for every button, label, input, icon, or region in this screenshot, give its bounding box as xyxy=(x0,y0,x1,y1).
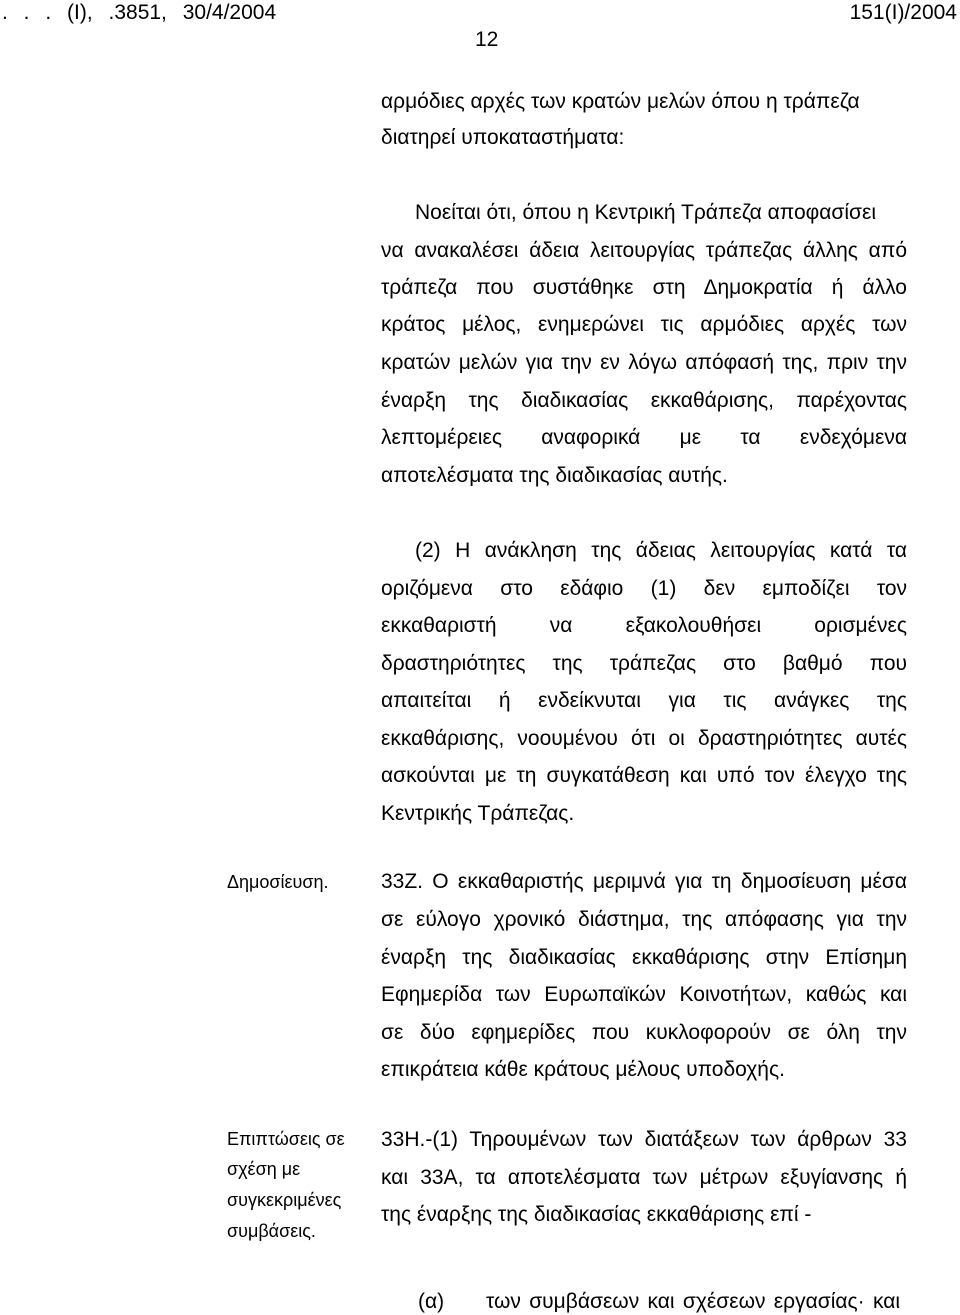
margin-note-line: συγκεκριμένες xyxy=(227,1190,342,1210)
proviso-line: Νοείται ότι, όπου η Κεντρική Τράπεζα αποφασίσει xyxy=(415,201,876,224)
section-33z-line: 33Ζ. Ο εκκαθαριστής μεριμνά για τη δημοσίευση μέσα xyxy=(381,870,907,893)
intro-line: αρμόδιες αρχές των κρατών μελών όπου η τράπεζα xyxy=(381,90,860,113)
margin-note-line: σχέση με xyxy=(227,1159,301,1179)
proviso-line: αποτελέσματα της διαδικασίας αυτής. xyxy=(381,464,728,487)
proviso-line: κράτος μέλος, ενημερώνει τις αρμόδιες αρχές των xyxy=(381,313,907,336)
section-33z-line: Εφημερίδα των Ευρωπαϊκών Κοινοτήτων, καθώς και xyxy=(381,983,907,1006)
subsection-line: δραστηριότητες της τράπεζας στο βαθμό που xyxy=(381,652,907,675)
subsection-line: (2) Η ανάκληση της άδειας λειτουργίας κατά τα xyxy=(415,539,907,562)
gazette-reference: . . . (I), .3851, 30/4/2004 xyxy=(2,1,277,24)
proviso-line: να ανακαλέσει άδεια λειτουργίας τράπεζας άλλης από xyxy=(381,239,907,262)
section-33z-line: σε δύο εφημερίδες που κυκλοφορούν σε όλη την xyxy=(381,1021,907,1044)
item-a-label: (α) xyxy=(418,1290,445,1313)
section-33z-line: σε εύλογο χρονικό διάστημα, της απόφασης για την xyxy=(381,908,907,931)
section-33h-line: και 33Α, τα αποτελέσματα των μέτρων εξυγίανσης ή xyxy=(381,1166,907,1189)
subsection-line: απαιτείται ή ενδείκνυται για τις ανάγκες της xyxy=(381,689,907,712)
margin-note-publication: Δημοσίευση. xyxy=(227,872,329,892)
page-number: 12 xyxy=(475,28,499,51)
margin-note-line: συμβάσεις. xyxy=(227,1221,316,1241)
proviso-line: κρατών μελών για την εν λόγω απόφασή της, πριν την xyxy=(381,351,907,374)
section-33h-line: 33Η.-(1) Τηρουμένων των διατάξεων των άρθρων 33 xyxy=(381,1128,907,1151)
margin-note-line: Επιπτώσεις σε xyxy=(227,1129,345,1149)
subsection-line: ασκούνται με τη συγκατάθεση και υπό τον έλεγχο της xyxy=(381,764,907,787)
subsection-line: εκκαθάρισης, νοουμένου ότι οι δραστηριότητες αυτές xyxy=(381,727,907,750)
section-33z-line: επικράτεια κάθε κράτους μέλους υποδοχής. xyxy=(381,1058,785,1081)
item-a-text: των συμβάσεων και σχέσεων εργασίας· και xyxy=(486,1290,900,1313)
proviso-line: λεπτομέρειες αναφορικά με τα ενδεχόμενα xyxy=(381,426,907,449)
subsection-line: οριζόμενα στο εδάφιο (1) δεν εμποδίζει τον xyxy=(381,577,907,600)
proviso-line: τράπεζα που συστάθηκε στη Δημοκρατία ή άλλο xyxy=(381,276,907,299)
intro-line: διατηρεί υποκαταστήματα: xyxy=(381,126,625,149)
subsection-line: Κεντρικής Τράπεζας. xyxy=(381,802,575,825)
section-33z-line: έναρξη της διαδικασίας εκκαθάρισης στην Επίσημη xyxy=(381,946,907,969)
proviso-line: έναρξη της διαδικασίας εκκαθάρισης, παρέχοντας xyxy=(381,389,907,412)
subsection-line: εκκαθαριστή να εξακολουθήσει ορισμένες xyxy=(381,614,907,637)
section-33h-line: της έναρξης της διαδικασίας εκκαθάρισης επί - xyxy=(381,1203,812,1226)
law-number: 151(I)/2004 xyxy=(849,1,957,24)
